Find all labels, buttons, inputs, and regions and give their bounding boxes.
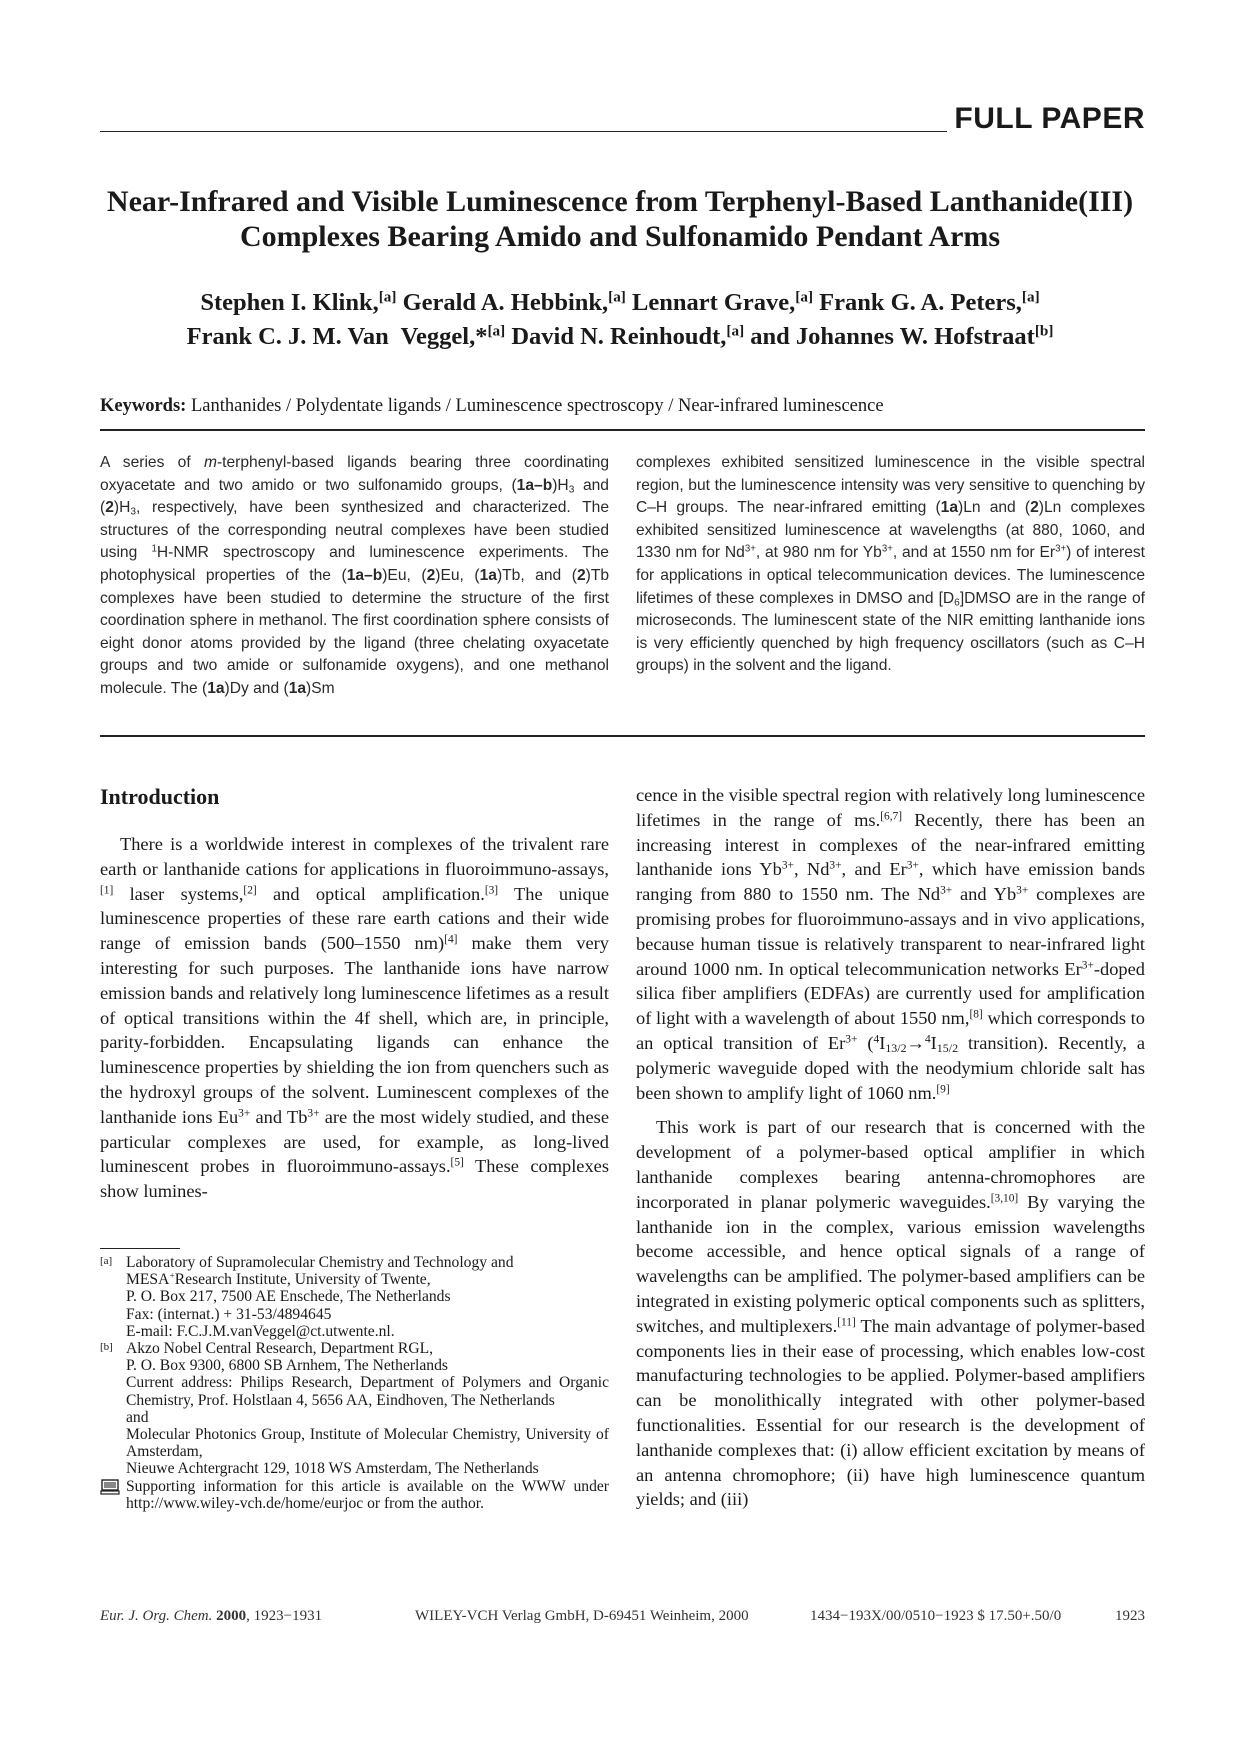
footnote-line: Nieuwe Achtergracht 129, 1018 WS Amsterdam, The Netherlands: [126, 1460, 539, 1478]
footnote-b: [100, 1340, 609, 1478]
journal-name: Eur. J. Org. Chem.: [100, 1608, 213, 1624]
affiliation-mark: [a]: [487, 322, 506, 340]
footnote-line: Fax: (internat.) + 31-53/4894645: [126, 1305, 332, 1323]
body-column-left: [100, 832, 609, 1204]
footnote-mark: [a]: [100, 1255, 113, 1267]
affiliation-mark: [a]: [378, 288, 397, 306]
footnote-line: P. O. Box 9300, 6800 SB Arnhem, The Netherlands: [126, 1357, 448, 1375]
footnote-line: Molecular Photonics Group, Institute of Molecular Chemistry, University of Amsterdam,: [126, 1426, 609, 1461]
affiliation-mark: [b]: [1034, 322, 1054, 340]
author-name: and Johannes W. Hofstraat: [750, 323, 1035, 350]
page-number: 1923: [1115, 1608, 1145, 1624]
title-line-1: Near-Infrared and Visible Luminescence from Terphenyl-Based Lanthanide(III): [106, 185, 1134, 218]
abstract-text-right: complexes exhibited sensitized luminescence in the visible spectral region, but the luminescence intensity was very sensitive to quenching by C–H groups. The near-infrared emitting (1a)Ln and (2)Ln complexes exhibited sensitized luminescence at wavelengths (at 880, 1060, and 1330 nm for $Nd^{3+}$, at 980 nm for $Yb^{3+}$, and at 1550 nm for $Er^{3+}$) of interest for applications in optical telecommunication devices. The luminescence lifetimes of these complexes in DMSO and $[D_6]DMSO$ are in the range of microseconds. The luminescent state of the NIR emitting lanthanide ions is very efficiently quenched by high frequency oscillators (such as C–H groups) in the solvent and the ligand.: [636, 454, 1146, 675]
journal-pages: , 1923−1931: [246, 1608, 323, 1624]
abstract-top-rule: [100, 429, 1145, 431]
footnote-a: [100, 1254, 609, 1340]
footnote-line: Laboratory of Supramolecular Chemistry and Technology and: [126, 1254, 514, 1271]
footnote-b-body: [126, 1340, 609, 1478]
author-line-1: [90, 286, 1150, 320]
journal-year: 2000: [216, 1608, 247, 1624]
author-name: Gerald A. Hebbink,: [402, 289, 609, 316]
affiliation-mark: [a]: [726, 322, 745, 340]
footnote-supporting-info: [100, 1478, 609, 1512]
intro-paragraph-1: There is a worldwide interest in complexes of the trivalent rare earth or lanthanide cations for applications in fluoroimmuno-assays,[1] laser systems,[2] and optical amplification.[3] The unique luminescence properties of these rare earth cations and their wide range of emission bands (500–1550 nm)[4] make them very interesting for such purposes. The lanthanide ions have narrow emission bands and relatively long luminescence lifetimes as a result of optical transitions within the 4f shell, which are, in principle, parity-forbidden. Encapsulating ligands can enhance the luminescence properties by shielding the ion from quenchers such as the hydroxyl groups of the solvent. Luminescent complexes of the lanthanide ions $Eu^{3+}$ and $Tb^{3+}$ are the most widely studied, and these particular complexes are used, for example, as long-lived luminescent probes in fluoroimmuno-assays.[5] These complexes show lumines-: [100, 834, 609, 1202]
abstract-column-left: [100, 452, 609, 701]
author-name: Frank C. J. M. Van Veggel,*: [186, 323, 488, 350]
title-line-2: Complexes Bearing Amido and Sulfonamido Pendant Arms: [239, 220, 1001, 253]
author-name: Stephen I. Klink,: [200, 289, 379, 316]
author-name: Frank G. A. Peters,: [819, 289, 1022, 316]
affiliation-mark: [a]: [1021, 288, 1040, 306]
section-heading-introduction: Introduction: [100, 784, 220, 809]
keywords-list: Lanthanides / Polydentate ligands / Luminescence spectroscopy / Near-infrared luminescence: [190, 396, 884, 416]
article-title: [90, 184, 1150, 254]
abstract-column-right: [636, 452, 1145, 678]
abstract-text-left: A series of m-terphenyl-based ligands bearing three coordinating oxyacetate and two amido or two sulfonamido groups, $(1a-b)H_3$ and $(2)H_3$, respectively, have been synthesized and characterized. The structures of the corresponding neutral complexes have been studied using $^1$H-NMR spectroscopy and luminescence experiments. The photophysical properties of the (1a–b)Eu, (2)Eu, (1a)Tb, and (2)Tb complexes have been studied to determine the structure of the first coordination sphere in methanol. The first coordination sphere consists of eight donor atoms provided by the ligand (three chelating oxyacetate groups and two amide or sulfonamide oxygens), and one methanol molecule. The (1a)Dy and (1a)Sm: [100, 454, 610, 697]
author-line-2: [90, 320, 1150, 354]
intro-paragraph-1-cont: cence in the visible spectral region with relatively long luminescence lifetimes in the range of ms.[6,7] Recently, there has been an increasing interest in complexes of the near-infrared emitting lanthanide ions $Yb^{3+}$, $Nd^{3+}$, and $Er^{3+}$, which have emission bands ranging from 880 to 1550 nm. The $Nd^{3+}$ and $Yb^{3+}$ complexes are promising probes for fluoroimmuno-assays and in vivo applications, because human tissue is relatively transparent to near-infrared light around 1000 nm. In optical telecommunication networks $Er^{3+}$-doped silica fiber amplifiers (EDFAs) are currently used for amplification of light with a wavelength of about 1550 nm,[8] which corresponds to an optical transition of $Er^{3+}$ ($^4I_{13/2}\to^4I_{15/2}$ transition). Recently, a polymeric waveguide doped with the neodymium chloride salt has been shown to amplify light of 1060 nm.[9]: [636, 785, 1146, 1103]
computer-icon: [100, 1478, 126, 1512]
section-label: FULL PAPER: [954, 102, 1145, 135]
author-name: Lennart Grave,: [631, 289, 796, 316]
supporting-info-text: Supporting information for this article is available on the WWW under http://www.wiley-vch.de/home/eurjoc or from the author.: [126, 1477, 609, 1512]
author-name: David N. Reinhoudt,: [511, 323, 727, 350]
header-rule: [100, 131, 947, 132]
affiliation-footnotes: [100, 1254, 609, 1512]
intro-paragraph-2: This work is part of our research that is concerned with the development of a polymer-based optical amplifier in which lanthanide complexes bearing antenna-chromophores are incorporated in planar polymeric waveguides.[3,10] By varying the lanthanide ion in the complex, various emission wavelengths become accessible, and hence optical signals of a range of wavelengths can be amplified. The polymer-based amplifiers can be integrated in existing polymeric optical components such as splitters, switches, and multiplexers.[11] The main advantage of polymer-based components lies in their ease of processing, which enables low-cost manufacturing technologies to be applied. Polymer-based amplifiers can be monolithically integrated with other polymer-based functionalities. Essential for our research is the development of lanthanide complexes that: (i) allow efficient excitation by means of an antenna chromophore; (ii) have high luminescence quantum yields; and (iii): [636, 1117, 1146, 1510]
body-column-right: [636, 783, 1145, 1512]
keywords-label: Keywords:: [100, 396, 187, 416]
footnote-a-body: [126, 1254, 609, 1340]
footnote-line: P. O. Box 217, 7500 AE Enschede, The Netherlands: [126, 1288, 451, 1306]
footnote-mark: [b]: [100, 1341, 113, 1354]
footnote-line: MESA+Research Institute, University of Twente,: [126, 1270, 431, 1289]
keywords: [100, 396, 884, 417]
affiliation-mark: [a]: [795, 288, 814, 306]
footnote-line: Akzo Nobel Central Research, Department RGL,: [126, 1340, 434, 1358]
footnote-rule: [100, 1248, 180, 1249]
footnote-line: and: [126, 1408, 149, 1426]
affiliation-mark: [a]: [608, 288, 626, 306]
footnote-email: E-mail: F.C.J.M.vanVeggel@ct.utwente.nl.: [126, 1322, 395, 1340]
abstract-bottom-rule: [100, 735, 1145, 737]
footer-code: 1434−193X/00/0510−1923 $ 17.50+.50/0: [810, 1608, 1062, 1624]
author-list: [90, 286, 1150, 354]
footnote-line: Current address: Philips Research, Department of Polymers and Organic Chemistry, Prof. Holstlaan 4, 5656 AA, Eindhoven, The Netherlands: [126, 1374, 609, 1409]
footer-citation: [100, 1608, 322, 1625]
footer-publisher: WILEY-VCH Verlag GmbH, D-69451 Weinheim, 2000: [415, 1608, 749, 1624]
